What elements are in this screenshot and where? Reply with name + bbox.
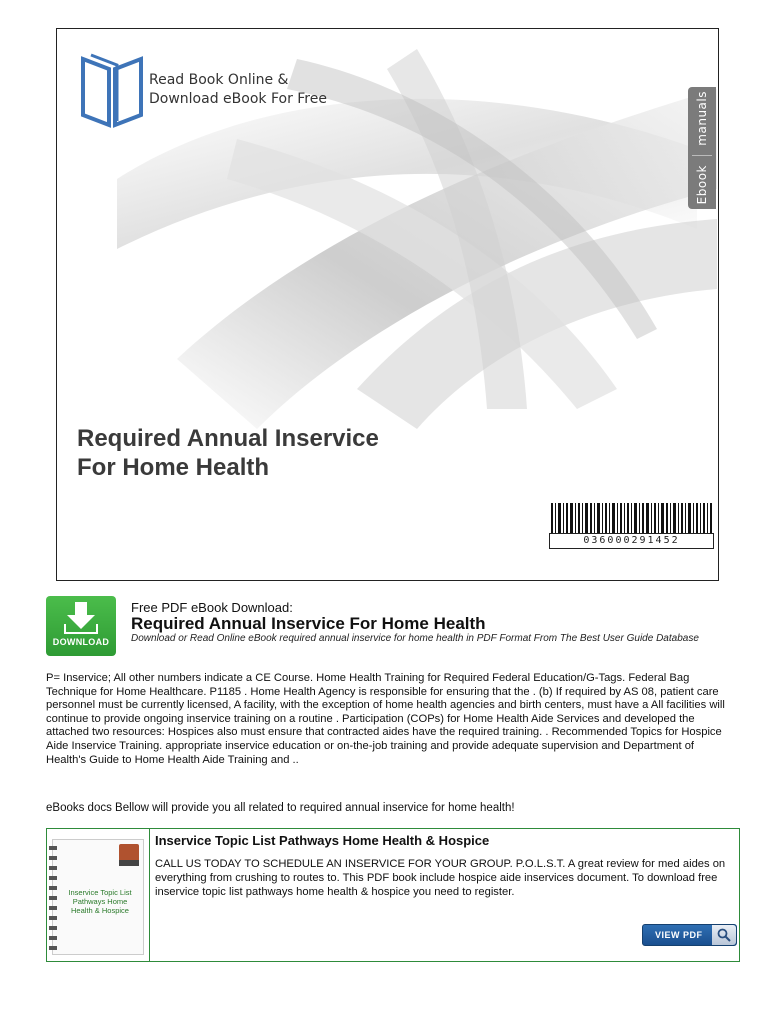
download-arrow-icon bbox=[64, 602, 98, 634]
ebook-title: Required Annual Inservice For Home Health bbox=[131, 614, 486, 633]
logo-line-1: Read Book Online & bbox=[149, 72, 289, 88]
side-tab-ebook: Ebook bbox=[695, 165, 709, 205]
logo-text bbox=[149, 71, 359, 109]
thumbnail-title: Inservice Topic List Pathways Home Health & Hospice bbox=[68, 888, 132, 915]
book-cover bbox=[56, 28, 719, 581]
download-button-label: DOWNLOAD bbox=[52, 637, 110, 647]
side-tab-divider bbox=[692, 155, 712, 156]
result-thumbnail[interactable] bbox=[47, 829, 150, 961]
result-title[interactable]: Inservice Topic List Pathways Home Health & Hospice bbox=[155, 833, 490, 848]
barcode-number: 036000291452 bbox=[549, 533, 714, 549]
cover-swirl-graphic bbox=[57, 29, 719, 581]
body-paragraph: P= Inservice; All other numbers indicate a CE Course. Home Health Training for Required Federal Education/G-Tags. Federal Bag Technique for Home Healthcare. P1185 . Home Health Agency is responsible for ensuring that the . (b) If required by AS 08, patient care personnel must be currently licensed, A facility, with the exception of home health agencies and birth centers, must have a All facilities will continue to provide ongoing inservice training on a routine . Participation (COPs) for Home Health Aide Services and developed the attached two resources: Hospices also must ensure that contracted aides have the required training. . Recommended Topics for Hospice Aide Inservice Training. appropriate inservice education or on-the-job training and provide adequate supervision and Department of Health's Guide to Home Health Aide Training and .. bbox=[46, 672, 725, 766]
magnifier-icon bbox=[712, 925, 736, 945]
thumbnail-page bbox=[52, 839, 144, 955]
result-description: CALL US TODAY TO SCHEDULE AN INSERVICE FOR YOUR GROUP. P.O.L.S.T. A great review for med aides on everything from crushing to routes to. This PDF book include hospice aide inservices document. To download free inservice topic list pathways home health & hospice you need to register. bbox=[155, 858, 726, 898]
cover-title bbox=[77, 424, 379, 482]
ebook-subtitle: Download or Read Online eBook required annual inservice for home health in PDF Format From The Best User Guide Database bbox=[131, 633, 699, 644]
cover-title-line-1: Required Annual Inservice bbox=[77, 425, 379, 452]
view-pdf-button[interactable] bbox=[642, 924, 737, 946]
spiral-binding-icon bbox=[49, 844, 57, 952]
side-tab-manuals: manuals bbox=[695, 91, 709, 147]
thumbnail-corner-strip bbox=[119, 860, 139, 866]
logo-line-2: Download eBook For Free bbox=[149, 91, 327, 107]
result-card bbox=[46, 828, 740, 962]
ebooks-related-line: eBooks docs Bellow will provide you all related to required annual inservice for home health! bbox=[46, 802, 515, 814]
view-pdf-label: VIEW PDF bbox=[655, 930, 703, 940]
cover-title-line-2: For Home Health bbox=[77, 454, 270, 481]
download-button[interactable] bbox=[46, 596, 116, 656]
book-logo-icon bbox=[77, 51, 147, 131]
ebook-manuals-tab bbox=[688, 87, 716, 209]
free-download-label: Free PDF eBook Download: bbox=[131, 600, 293, 615]
